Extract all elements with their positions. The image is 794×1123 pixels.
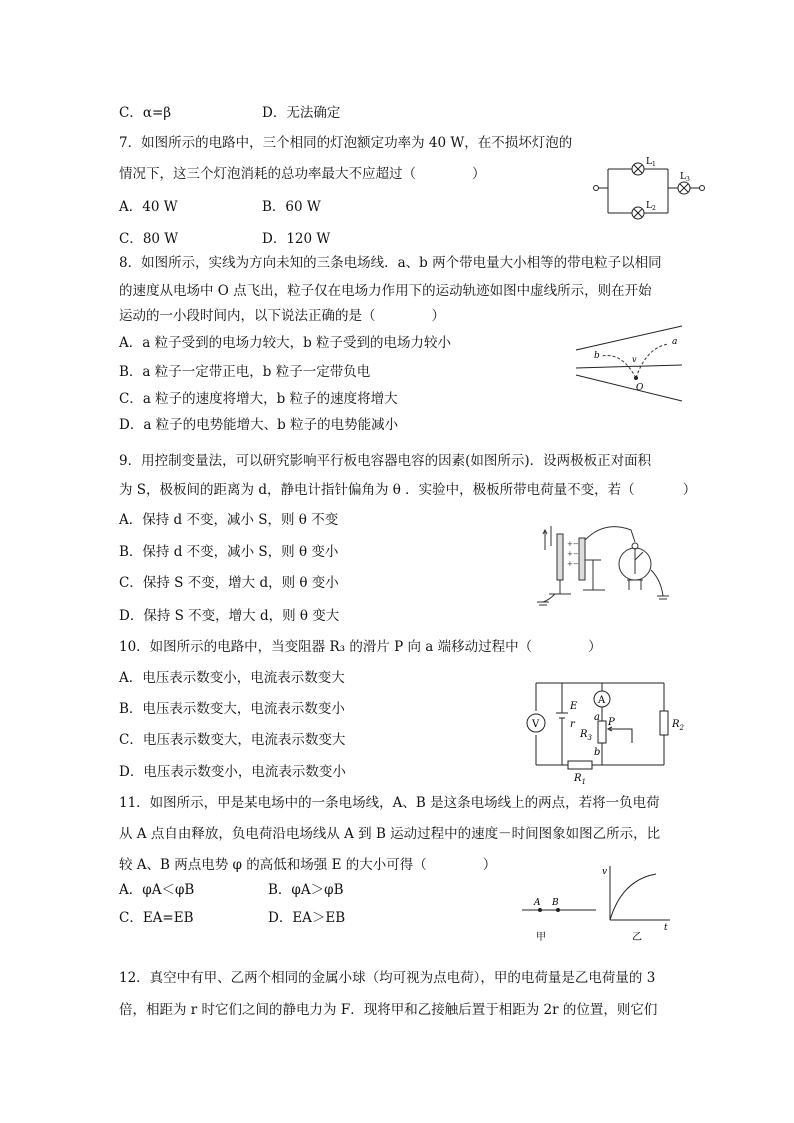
- q11-vt-graph-yi-figure: [598, 862, 674, 944]
- q8-option-b: B．a 粒子一定带正电，b 粒子一定带负电: [119, 364, 371, 380]
- q12-stem-line1: 12．真空中有甲、乙两个相同的金属小球（均可视为点电荷），甲的电荷量是乙电荷量的 3: [119, 970, 656, 986]
- q8-stem-line3: 运动的一小段时间内，以下说法正确的是（ ）: [119, 308, 445, 324]
- q9-option-a: A．保持 d 不变，减小 S，则 θ 不变: [119, 512, 339, 528]
- q9-option-d: D．保持 S 不变，增大 d，则 θ 变大: [119, 608, 340, 624]
- resistor-r3: [598, 721, 606, 743]
- svg-text:+: +: [567, 560, 573, 568]
- label-l2: $L_2$: [646, 201, 656, 212]
- svg-text:−: −: [573, 550, 579, 558]
- q11-option-a: A．φA＜φB: [119, 882, 195, 898]
- label-e: E: [570, 701, 578, 712]
- q7-stem-line1: 7．如图所示的电路中，三个相同的灯泡额定功率为 40 W，在不损坏灯泡的: [119, 135, 573, 151]
- q11-stem-line3: 较 A、B 两点电势 φ 的高低和场强 E 的大小可得（ ）: [119, 857, 497, 873]
- vt-curve: [610, 874, 656, 920]
- slider-p: [610, 729, 632, 737]
- q10-option-b: B．电压表示数变大，电流表示数变小: [119, 701, 345, 717]
- svg-text:+: +: [567, 540, 573, 548]
- q11-stem-line1: 11．如图所示，甲是某电场中的一条电场线，A、B 是这条电场线上的两点，若将一负电荷: [119, 795, 660, 811]
- label-v: v: [602, 867, 608, 877]
- capacitor-plate-left: [557, 534, 563, 580]
- q10-stem-line1: 10．如图所示的电路中，当变阻器 R₃ 的滑片 P 向 a 端移动过程中（ ）: [119, 639, 602, 655]
- q8-option-a: A．a 粒子受到的电场力较大，b 粒子受到的电场力较小: [119, 335, 452, 351]
- label-l3: $L_3$: [680, 172, 690, 183]
- q9-option-c: C．保持 S 不变，增大 d，则 θ 变小: [119, 575, 339, 591]
- q6-option-c: C．α=β: [119, 105, 172, 121]
- label-jia: 甲: [536, 932, 546, 943]
- lamp-l3-icon: [678, 182, 690, 194]
- electroscope-needle: [635, 552, 643, 560]
- q11-option-b: B．φA＞φB: [268, 882, 344, 898]
- q8-option-c: C．a 粒子的速度将增大，b 粒子的速度将增大: [119, 391, 398, 407]
- label-p: P: [608, 717, 615, 728]
- label-r2: $R_2$: [672, 719, 684, 732]
- q11-field-line-jia-figure: [518, 866, 600, 944]
- label-t: t: [664, 923, 668, 933]
- svg-text:−: −: [573, 540, 579, 548]
- label-ammeter: A: [598, 695, 606, 706]
- label-r1: $R_1$: [574, 773, 586, 785]
- q6-option-d: D．无法确定: [262, 105, 341, 121]
- label-a: a: [594, 712, 600, 723]
- q9-stem-line1: 9．用控制变量法，可以研究影响平行板电容器电容的因素(如图所示)．设两极板正对面积: [119, 453, 652, 469]
- q9-option-b: B．保持 d 不变，减小 S，则 θ 变小: [119, 544, 339, 560]
- svg-text:−: −: [573, 560, 579, 568]
- label-b: b: [594, 351, 600, 361]
- label-o: O: [636, 383, 644, 393]
- q11-stem-line2: 从 A 点自由释放，负电荷沿电场线从 A 到 B 运动过程中的速度－时间图象如图乙所示，比: [119, 826, 661, 842]
- q10-option-c: C．电压表示数变大，电流表示数变大: [119, 732, 346, 748]
- field-line-top: [576, 326, 682, 350]
- point-a: [538, 908, 542, 912]
- label-v: v: [632, 355, 637, 364]
- label-r: r: [570, 719, 575, 730]
- lamp-l1-icon: [632, 163, 644, 175]
- lamp-l2-icon: [632, 207, 644, 219]
- capacitor-plate-right: [579, 538, 585, 580]
- label-a: a: [672, 337, 678, 347]
- trajectory-a: [636, 344, 668, 378]
- q11-option-c: C．EA=EB: [119, 910, 194, 926]
- label-b: b: [594, 747, 601, 758]
- q10-option-a: A．电压表示数变小，电流表示数变大: [119, 670, 345, 686]
- field-line-bottom: [576, 375, 682, 401]
- label-l1: $L_1$: [646, 157, 656, 168]
- label-voltmeter: V: [532, 719, 540, 730]
- q8-stem-line2: 的速度从电场中 O 点飞出，粒子仅在电场力作用下的运动轨迹如图中虚线所示，则在开始: [119, 283, 652, 299]
- q8-stem-line1: 8．如图所示，实线为方向未知的三条电场线．a、b 两个带电量大小相等的带电粒子以相同: [119, 255, 662, 271]
- q8-field-lines-figure: [574, 322, 686, 404]
- q8-option-d: D．a 粒子的电势能增大、b 粒子的电势能减小: [119, 417, 399, 433]
- q10-circuit-figure: [518, 675, 690, 785]
- svg-text:+: +: [567, 550, 573, 558]
- q7-option-a: A．40 W: [119, 199, 178, 215]
- q9-capacitor-electroscope-figure: [535, 520, 675, 608]
- label-a: A: [534, 898, 541, 908]
- label-r3: $R_3$: [580, 729, 592, 742]
- label-b: B: [552, 898, 559, 908]
- point-b: [556, 908, 560, 912]
- point-o: [634, 376, 638, 380]
- q9-stem-line2: 为 S，极板间的距离为 d，静电计指针偏角为 θ ．实验中，极板所带电荷量不变，若（ ）: [119, 482, 697, 498]
- q12-stem-line2: 倍，相距为 r 时它们之间的静电力为 F．现将甲和乙接触后置于相距为 2r 的位置，则它们: [119, 1002, 658, 1018]
- resistor-r2: [660, 711, 668, 735]
- q10-option-d: D．电压表示数变小，电流表示数变小: [119, 764, 346, 780]
- resistor-r1: [568, 761, 592, 769]
- q7-stem-line2: 情况下，这三个灯泡消耗的总功率最大不应超过（ ）: [119, 166, 486, 182]
- q7-circuit-figure: [590, 155, 710, 225]
- q7-option-b: B．60 W: [262, 199, 321, 215]
- q11-option-d: D．EA＞EB: [268, 910, 346, 926]
- label-yi: 乙: [632, 932, 642, 943]
- q7-option-c: C．80 W: [119, 231, 179, 247]
- q7-option-d: D．120 W: [262, 231, 331, 247]
